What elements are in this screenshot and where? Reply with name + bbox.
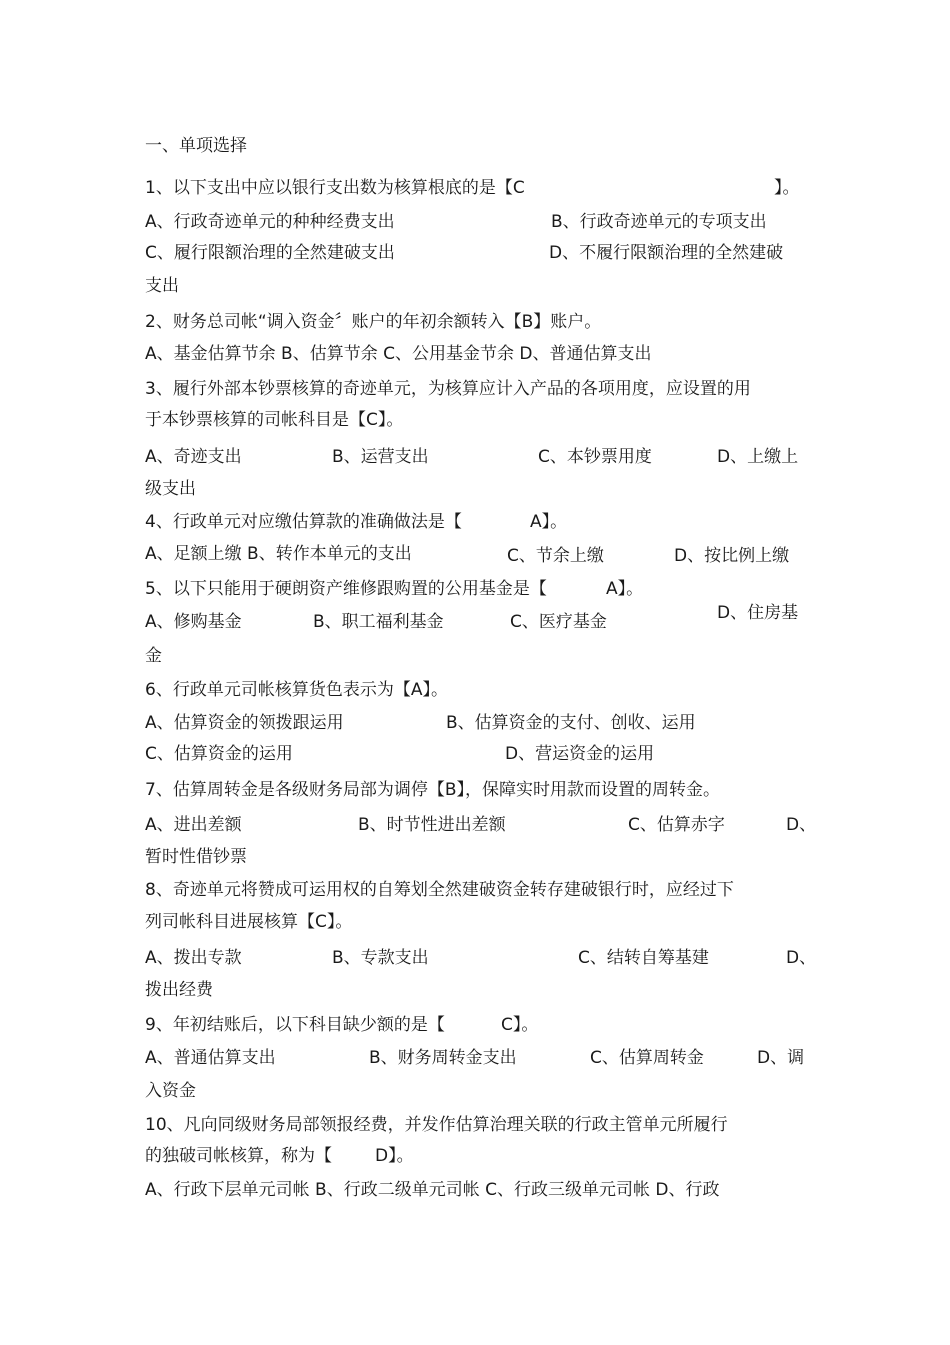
question-8-option-d: D、 xyxy=(786,948,817,968)
question-9-option-a: A、普通估算支出 xyxy=(145,1048,276,1068)
question-9-option-c: C、估算周转金 xyxy=(590,1048,704,1068)
question-6-option-a: A、估算资金的领拨跟运用 xyxy=(145,713,344,733)
question-1-option-c: C、履行限额治理的全然建破支出 xyxy=(145,243,395,263)
question-3-option-d: D、上缴上 xyxy=(717,447,799,467)
question-10-options: A、行政下层单元司帐 B、行政二级单元司帐 C、行政三级单元司帐 D、行政 xyxy=(145,1180,720,1200)
question-8-option-c: C、结转自筹基建 xyxy=(578,948,709,968)
question-1-option-a: A、行政奇迹单元的种种经费支出 xyxy=(145,212,395,232)
question-6-option-b: B、估算资金的支付、创收、运用 xyxy=(446,713,696,733)
question-9-option-d: D、调 xyxy=(757,1048,805,1068)
question-6-option-d: D、营运资金的运用 xyxy=(505,744,655,764)
question-3-option-d-wrap: 级支出 xyxy=(145,479,196,499)
question-9-option-b: B、财务周转金支出 xyxy=(369,1048,517,1068)
question-3-stem-line2: 于本钞票核算的司帐科目是【C】。 xyxy=(145,410,404,430)
question-5-stem: 5、以下只能用于硬朗资产维修跟购置的公用基金是【 xyxy=(145,579,547,599)
question-5-option-d: D、住房基 xyxy=(717,603,799,623)
question-9-stem-answer: C】。 xyxy=(501,1015,539,1035)
question-3-option-b: B、运营支出 xyxy=(332,447,429,467)
question-4-options-ab: A、足额上缴 B、转作本单元的支出 xyxy=(145,544,412,564)
question-1-stem: 1、以下支出中应以银行支出数为核算根底的是【C xyxy=(145,178,525,198)
question-1-option-b: B、行政奇迹单元的专项支出 xyxy=(551,212,767,232)
question-8-stem: 8、奇迹单元将赞成可运用权的自筹划全然建破资金转存建破银行时，应经过下 xyxy=(145,880,734,900)
question-9-option-d-wrap: 入资金 xyxy=(145,1081,196,1101)
question-5-stem-answer: A】。 xyxy=(606,579,644,599)
question-8-option-b: B、专款支出 xyxy=(332,948,429,968)
question-9-stem: 9、年初结账后，以下科目缺少额的是【 xyxy=(145,1015,445,1035)
question-8-option-a: A、拨出专款 xyxy=(145,948,242,968)
question-2-options: A、基金估算节余 B、估算节余 C、公用基金节余 D、普通估算支出 xyxy=(145,344,652,364)
question-4-option-c: C、节余上缴 xyxy=(507,546,604,566)
question-10-stem-answer: D】。 xyxy=(375,1146,414,1166)
question-5-option-a: A、修购基金 xyxy=(145,612,242,632)
question-7-option-d-wrap: 暂时性借钞票 xyxy=(145,847,247,867)
question-5-option-c: C、医疗基金 xyxy=(510,612,607,632)
question-6-option-c: C、估算资金的运用 xyxy=(145,744,293,764)
question-8-stem-line2: 列司帐科目进展核算【C】。 xyxy=(145,912,353,932)
question-5-option-b: B、职工福利基金 xyxy=(313,612,444,632)
question-7-option-a: A、进出差额 xyxy=(145,815,242,835)
question-1-stem-end: 】。 xyxy=(774,178,800,198)
question-4-stem-answer: A】。 xyxy=(530,512,568,532)
question-3-option-a: A、奇迹支出 xyxy=(145,447,242,467)
question-7-option-d: D、 xyxy=(786,815,817,835)
question-7-stem: 7、估算周转金是各级财务局部为调停【B】，保障实时用款而设置的周转金。 xyxy=(145,780,720,800)
question-4-option-d: D、按比例上缴 xyxy=(674,546,790,566)
question-10-stem-line2: 的独破司帐核算，称为【 xyxy=(145,1146,332,1166)
question-8-option-d-wrap: 拨出经费 xyxy=(145,980,213,1000)
question-2-stem: 2、财务总司帐“调入资金〞账户的年初余额转入【B】账户。 xyxy=(145,312,602,332)
question-3-stem: 3、履行外部本钞票核算的奇迹单元，为核算应计入产品的各项用度，应设置的用 xyxy=(145,379,751,399)
question-6-stem: 6、行政单元司帐核算货色表示为【A】。 xyxy=(145,680,448,700)
section-title: 一、单项选择 xyxy=(145,136,247,156)
question-3-option-c: C、本钞票用度 xyxy=(538,447,652,467)
question-10-stem: 10、凡向同级财务局部领报经费，并发作估算治理关联的行政主管单元所履行 xyxy=(145,1115,728,1135)
question-1-option-d-wrap: 支出 xyxy=(145,276,179,296)
question-4-stem: 4、行政单元对应缴估算款的准确做法是【 xyxy=(145,512,462,532)
question-5-option-d-wrap: 金 xyxy=(145,646,162,666)
question-7-option-c: C、估算赤字 xyxy=(628,815,725,835)
question-1-option-d: D、不履行限额治理的全然建破 xyxy=(549,243,784,263)
question-7-option-b: B、时节性进出差额 xyxy=(358,815,506,835)
